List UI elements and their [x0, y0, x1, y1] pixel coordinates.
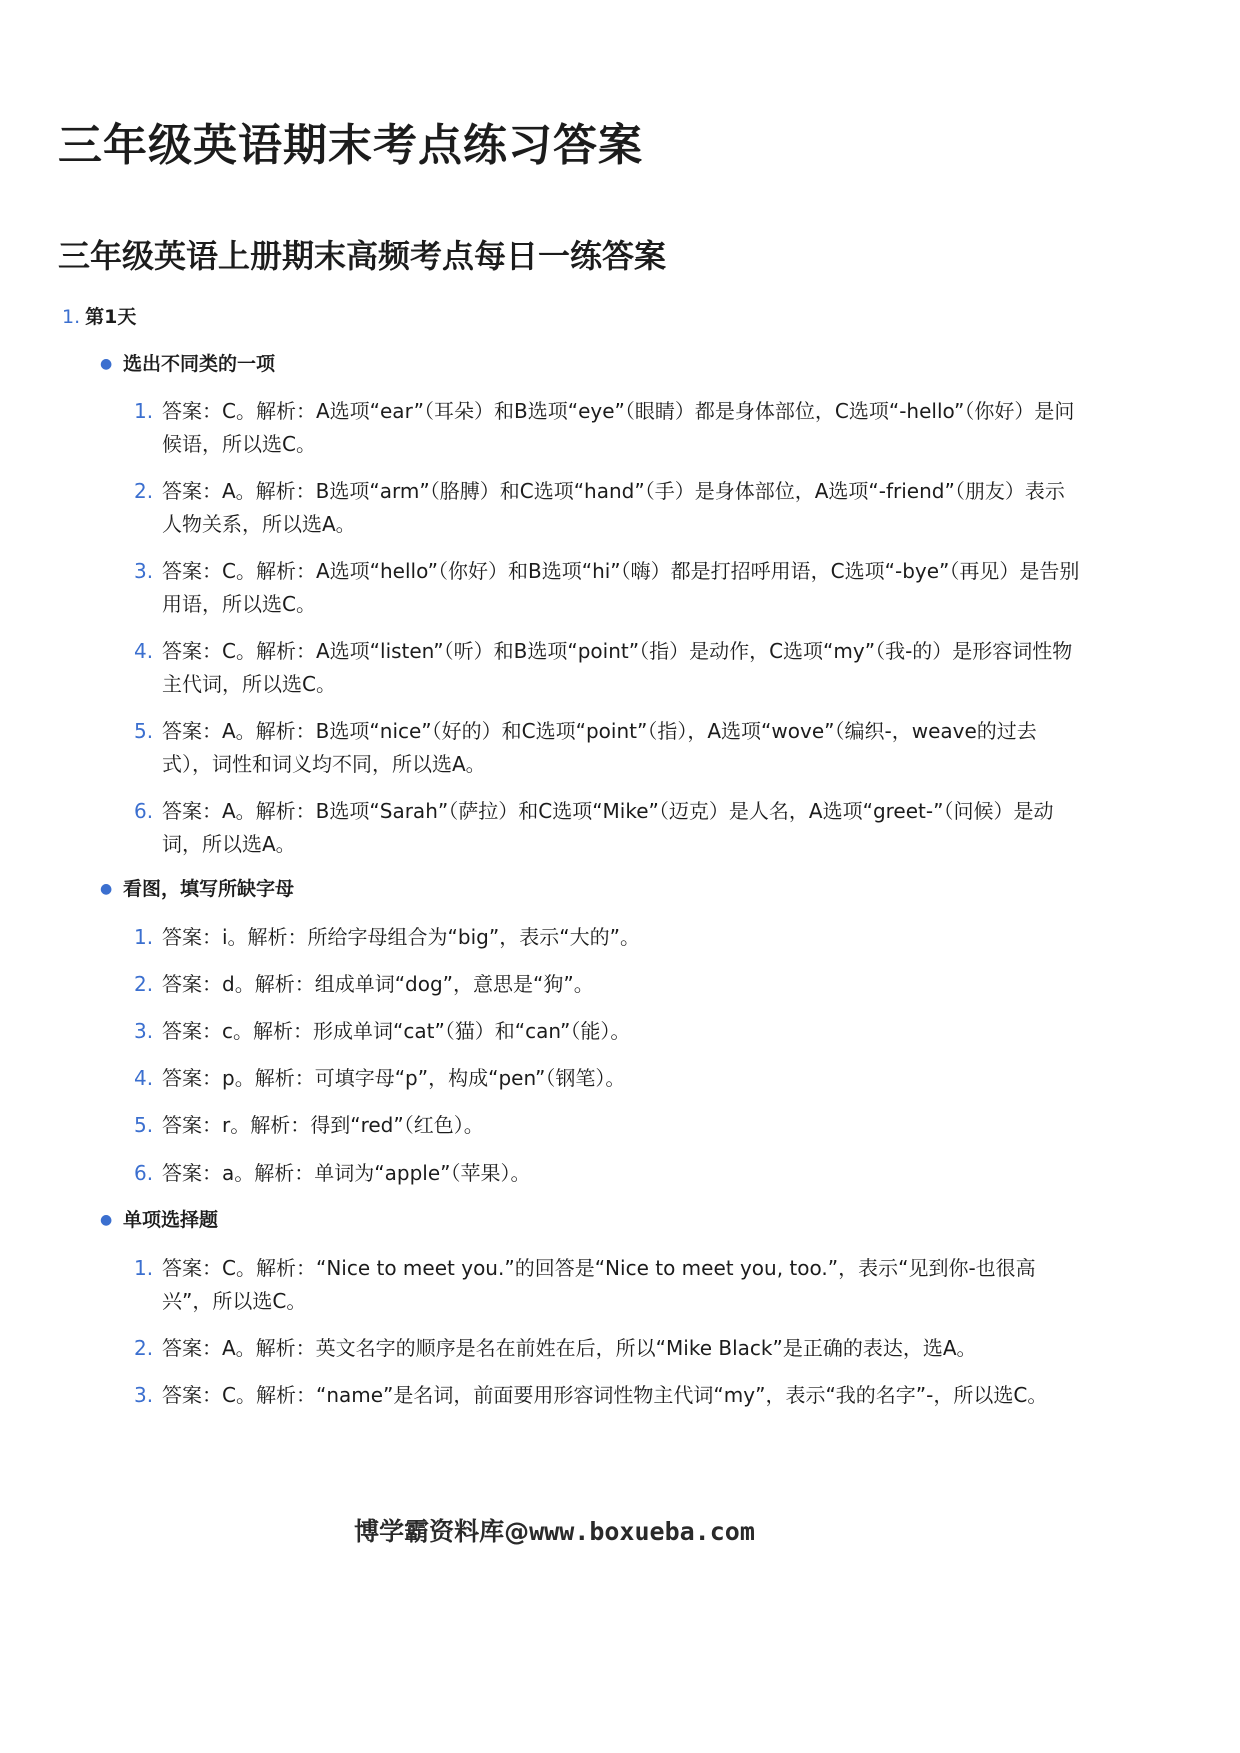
item-text: 答案：C。解析：A选项“hello”（你好）和B选项“hi”（嗨）都是打招呼用语，C选项“-bye”（再见）是告别用语，所以选C。	[162, 559, 1080, 616]
list-item	[134, 795, 1084, 861]
item-text: 答案：C。解析：“name”是名词，前面要用形容词性物主代词“my”，表示“我的名字”-，所以选C。	[162, 1383, 1048, 1407]
section-heading-text: 看图，填写所缺字母	[123, 878, 295, 900]
item-text: 答案：r。解析：得到“red”（红色）。	[162, 1113, 484, 1137]
list-item	[134, 921, 1084, 954]
item-number: 2.	[134, 972, 154, 996]
item-number: 4.	[134, 1066, 154, 1090]
watermark	[0, 1512, 1109, 1552]
list-item	[134, 475, 1084, 541]
item-number: 5.	[134, 1113, 154, 1137]
item-text: 答案：c。解析：形成单词“cat”（猫）和“can”（能）。	[162, 1019, 631, 1043]
list-item	[134, 715, 1084, 781]
item-text: 答案：C。解析：A选项“ear”（耳朵）和B选项“eye”（眼睛）都是身体部位，C选项“-hello”（你好）是问候语，所以选C。	[162, 399, 1075, 456]
item-text: 答案：A。解析：英文名字的顺序是名在前姓在后，所以“Mike Black”是正确的表达，选A。	[162, 1336, 977, 1360]
item-number: 1.	[134, 1256, 154, 1280]
item-number: 3.	[134, 1383, 154, 1407]
item-text: 答案：A。解析：B选项“arm”（胳膊）和C选项“hand”（手）是身体部位，A选项“-friend”（朋友）表示人物关系，所以选A。	[162, 479, 1065, 536]
list-item	[134, 1015, 1084, 1048]
day-number: 1.	[62, 306, 81, 328]
document-title: 三年级英语期末考点练习答案	[58, 120, 643, 171]
list-item	[134, 1252, 1084, 1318]
list-item	[134, 1332, 1084, 1365]
list-item	[134, 555, 1084, 621]
item-number: 1.	[134, 925, 154, 949]
item-text: 答案：A。解析：B选项“Sarah”（萨拉）和C选项“Mike”（迈克）是人名，A选项“greet-”（问候）是动词，所以选A。	[162, 799, 1054, 856]
item-text: 答案：d。解析：组成单词“dog”，意思是“狗”。	[162, 972, 594, 996]
item-number: 1.	[134, 399, 154, 423]
document-subtitle: 三年级英语上册期末高频考点每日一练答案	[58, 237, 667, 275]
section-heading	[100, 874, 294, 904]
section-heading	[100, 349, 275, 379]
list-item	[134, 395, 1084, 461]
item-number: 3.	[134, 1019, 154, 1043]
list-item	[134, 1157, 1084, 1190]
item-number: 5.	[134, 719, 154, 743]
item-number: 2.	[134, 1336, 154, 1360]
section-heading-text: 单项选择题	[123, 1209, 219, 1231]
list-item	[134, 1109, 1084, 1142]
item-number: 3.	[134, 559, 154, 583]
list-item	[134, 1062, 1084, 1095]
day-heading	[62, 302, 136, 332]
item-text: 答案：a。解析：单词为“apple”（苹果）。	[162, 1161, 531, 1185]
list-item	[134, 1379, 1084, 1412]
bullet-icon: ●	[100, 1212, 113, 1228]
list-item	[134, 968, 1084, 1001]
bullet-icon: ●	[100, 881, 113, 897]
day-label: 第1天	[85, 306, 137, 328]
list-item	[134, 635, 1084, 701]
item-text: 答案：p。解析：可填字母“p”，构成“pen”（钢笔）。	[162, 1066, 626, 1090]
item-text: 答案：C。解析：“Nice to meet you.”的回答是“Nice to meet you, too.”，表示“见到你-也很高兴”，所以选C。	[162, 1256, 1036, 1313]
item-text: 答案：A。解析：B选项“nice”（好的）和C选项“point”（指），A选项“wove”（编织-，weave的过去式），词性和词义均不同，所以选A。	[162, 719, 1037, 776]
section-heading	[100, 1205, 218, 1235]
item-number: 2.	[134, 479, 154, 503]
item-number: 4.	[134, 639, 154, 663]
watermark-url: www.boxueba.com	[529, 1517, 755, 1546]
item-text: 答案：i。解析：所给字母组合为“big”，表示“大的”。	[162, 925, 640, 949]
watermark-prefix: 博学霸资料库@	[354, 1517, 530, 1546]
bullet-icon: ●	[100, 356, 113, 372]
item-number: 6.	[134, 1161, 154, 1185]
section-heading-text: 选出不同类的一项	[123, 353, 276, 375]
item-number: 6.	[134, 799, 154, 823]
item-text: 答案：C。解析：A选项“listen”（听）和B选项“point”（指）是动作，C选项“my”（我-的）是形容词性物主代词，所以选C。	[162, 639, 1073, 696]
